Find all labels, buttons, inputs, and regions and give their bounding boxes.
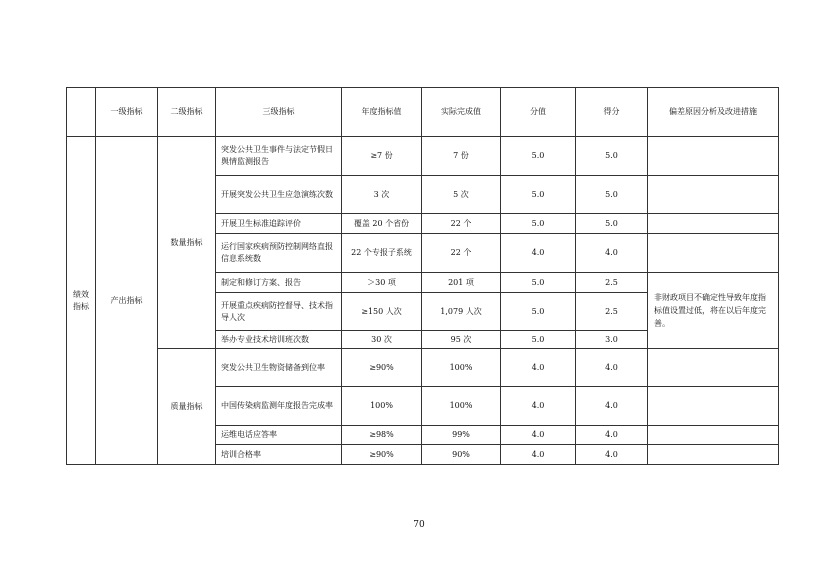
header-actual: 实际完成值: [422, 88, 501, 137]
header-target: 年度指标值: [342, 88, 422, 137]
actual-cell: 90%: [422, 445, 501, 465]
score-cell: 4.0: [576, 445, 648, 465]
level2-cell-quality: 质量指标: [158, 349, 216, 465]
weight-cell: 5.0: [501, 331, 576, 349]
weight-cell: 5.0: [501, 176, 576, 214]
category-cell: 绩效指标: [67, 137, 96, 465]
target-cell: ≥7 份: [342, 137, 422, 176]
deviation-cell: [648, 137, 779, 176]
deviation-cell: [648, 214, 779, 234]
score-cell: 2.5: [576, 293, 648, 331]
deviation-cell: [648, 426, 779, 445]
actual-cell: 100%: [422, 387, 501, 426]
score-cell: 2.5: [576, 273, 648, 293]
indicator-cell: 突发公共卫生物资储备到位率: [216, 349, 342, 387]
score-cell: 4.0: [576, 234, 648, 273]
actual-cell: 1,079 人次: [422, 293, 501, 331]
header-blank: [67, 88, 96, 137]
indicator-cell: 运维电话应答率: [216, 426, 342, 445]
header-level1: 一级指标: [96, 88, 158, 137]
score-cell: 4.0: [576, 387, 648, 426]
deviation-cell: [648, 176, 779, 214]
weight-cell: 4.0: [501, 387, 576, 426]
header-level2: 二级指标: [158, 88, 216, 137]
actual-cell: 5 次: [422, 176, 501, 214]
target-cell: ≥90%: [342, 445, 422, 465]
header-weight: 分值: [501, 88, 576, 137]
actual-cell: 99%: [422, 426, 501, 445]
target-cell: 覆盖 20 个省份: [342, 214, 422, 234]
score-cell: 3.0: [576, 331, 648, 349]
target-cell: 30 次: [342, 331, 422, 349]
level2-cell-quantity: 数量指标: [158, 137, 216, 349]
weight-cell: 4.0: [501, 445, 576, 465]
level1-cell: 产出指标: [96, 137, 158, 465]
indicator-cell: 开展突发公共卫生应急演练次数: [216, 176, 342, 214]
actual-cell: 22 个: [422, 234, 501, 273]
weight-cell: 5.0: [501, 137, 576, 176]
score-cell: 5.0: [576, 214, 648, 234]
weight-cell: 5.0: [501, 214, 576, 234]
header-score: 得分: [576, 88, 648, 137]
actual-cell: 95 次: [422, 331, 501, 349]
score-cell: 5.0: [576, 137, 648, 176]
header-row: [67, 88, 779, 137]
weight-cell: 4.0: [501, 234, 576, 273]
header-deviation: 偏差原因分析及改进措施: [648, 88, 779, 137]
target-cell: ＞30 项: [342, 273, 422, 293]
score-cell: 5.0: [576, 176, 648, 214]
target-cell: 22 个专报子系统: [342, 234, 422, 273]
target-cell: ≥90%: [342, 349, 422, 387]
indicator-cell: 运行国家疾病预防控制网络直报信息系统数: [216, 234, 342, 273]
indicator-cell: 举办专业技术培训班次数: [216, 331, 342, 349]
actual-cell: 201 项: [422, 273, 501, 293]
indicator-cell: 开展卫生标准追踪评价: [216, 214, 342, 234]
deviation-note: 非财政项目不确定性导致年度指标值设置过低，将在以后年度完善。: [648, 273, 779, 349]
table-row: [67, 137, 779, 176]
header-level3: 三级指标: [216, 88, 342, 137]
indicator-cell: 制定和修订方案、报告: [216, 273, 342, 293]
weight-cell: 5.0: [501, 293, 576, 331]
indicator-cell: 中国传染病监测年度报告完成率: [216, 387, 342, 426]
actual-cell: 100%: [422, 349, 501, 387]
indicator-cell: 突发公共卫生事件与法定节假日舆情监测报告: [216, 137, 342, 176]
weight-cell: 4.0: [501, 426, 576, 445]
weight-cell: 5.0: [501, 273, 576, 293]
weight-cell: 4.0: [501, 349, 576, 387]
deviation-cell: [648, 234, 779, 273]
target-cell: 3 次: [342, 176, 422, 214]
deviation-cell: [648, 445, 779, 465]
indicator-cell: 培训合格率: [216, 445, 342, 465]
actual-cell: 7 份: [422, 137, 501, 176]
table-row: [67, 349, 779, 387]
actual-cell: 22 个: [422, 214, 501, 234]
deviation-cell: [648, 387, 779, 426]
indicator-cell: 开展重点疾病防控督导、技术指导人次: [216, 293, 342, 331]
deviation-cell: [648, 349, 779, 387]
target-cell: 100%: [342, 387, 422, 426]
score-cell: 4.0: [576, 349, 648, 387]
page-number: 70: [413, 520, 425, 530]
target-cell: ≥150 人次: [342, 293, 422, 331]
score-cell: 4.0: [576, 426, 648, 445]
target-cell: ≥98%: [342, 426, 422, 445]
performance-table: [66, 87, 779, 465]
